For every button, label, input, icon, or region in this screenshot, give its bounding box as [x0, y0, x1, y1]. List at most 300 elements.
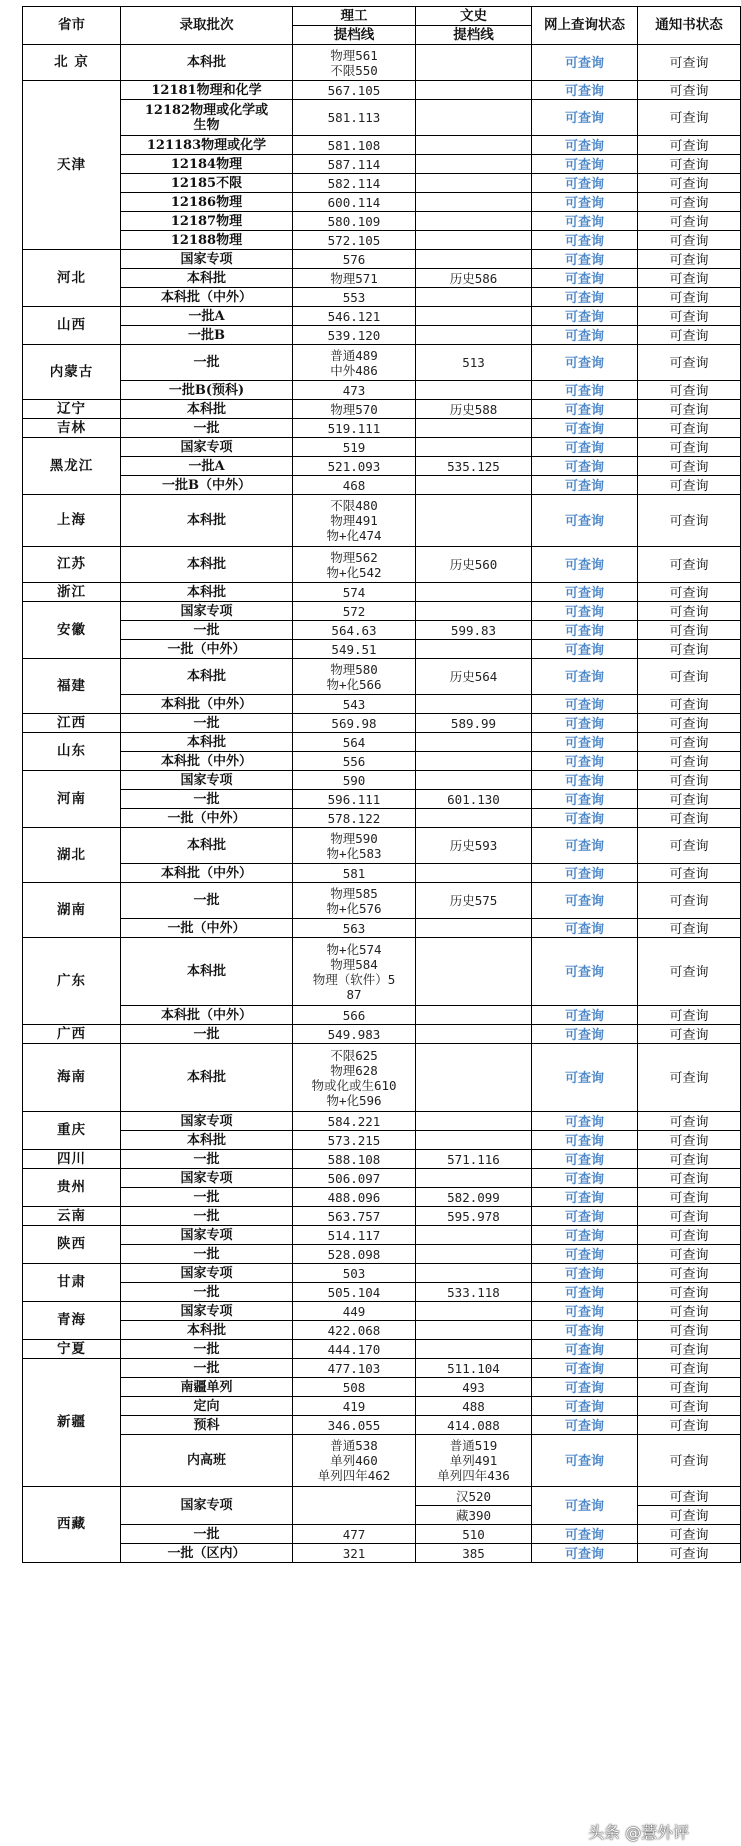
batch-cell: 一批: [121, 714, 293, 733]
batch-cell: 本科批: [121, 400, 293, 419]
science-score: 514.117: [293, 1226, 416, 1245]
table-row: [23, 419, 741, 438]
arts-score: [416, 174, 532, 193]
online-status-link[interactable]: 可查询: [532, 621, 638, 640]
arts-score: 414.088: [416, 1416, 532, 1435]
table-row: [23, 1525, 741, 1544]
arts-score: [416, 1302, 532, 1321]
online-status-link[interactable]: 可查询: [532, 457, 638, 476]
science-score: 563: [293, 919, 416, 938]
online-status-link[interactable]: 可查询: [532, 1044, 638, 1112]
province-cell: 甘肃: [23, 1264, 121, 1302]
science-score: [293, 1487, 416, 1525]
arts-score: [416, 1131, 532, 1150]
notice-status: 可查询: [638, 1226, 741, 1245]
province-cell: 广东: [23, 938, 121, 1025]
table-row: [23, 1112, 741, 1131]
science-score: 物理562 物+化542: [293, 547, 416, 583]
arts-score: [416, 864, 532, 883]
science-score: 572: [293, 602, 416, 621]
notice-status: 可查询: [638, 81, 741, 100]
notice-status: 可查询: [638, 547, 741, 583]
science-score: 600.114: [293, 193, 416, 212]
notice-status: 可查询: [638, 752, 741, 771]
notice-status: 可查询: [638, 1207, 741, 1226]
online-status-link[interactable]: 可查询: [532, 695, 638, 714]
arts-score: 511.104: [416, 1359, 532, 1378]
table-row: [23, 307, 741, 326]
notice-status: 可查询: [638, 640, 741, 659]
province-cell: 天津: [23, 81, 121, 250]
table-row: [23, 1544, 741, 1563]
arts-score: [416, 476, 532, 495]
online-status-link[interactable]: 可查询: [532, 771, 638, 790]
notice-status: 可查询: [638, 1525, 741, 1544]
batch-cell: 国家专项: [121, 438, 293, 457]
science-score: 578.122: [293, 809, 416, 828]
notice-status: 可查询: [638, 790, 741, 809]
science-score: 580.109: [293, 212, 416, 231]
online-status-link[interactable]: 可查询: [532, 1131, 638, 1150]
batch-cell: 国家专项: [121, 1264, 293, 1283]
science-score: 449: [293, 1302, 416, 1321]
notice-status: 可查询: [638, 938, 741, 1006]
notice-status: 可查询: [638, 809, 741, 828]
notice-status: 可查询: [638, 1487, 741, 1506]
batch-cell: 12184物理: [121, 155, 293, 174]
online-status-link[interactable]: 可查询: [532, 476, 638, 495]
online-status-link[interactable]: 可查询: [532, 1416, 638, 1435]
notice-status: 可查询: [638, 174, 741, 193]
arts-score: 藏390: [416, 1506, 532, 1525]
online-status-link[interactable]: 可查询: [532, 231, 638, 250]
online-status-link[interactable]: 可查询: [532, 419, 638, 438]
batch-cell: 国家专项: [121, 771, 293, 790]
arts-score: 历史564: [416, 659, 532, 695]
science-score: 468: [293, 476, 416, 495]
notice-status: 可查询: [638, 1397, 741, 1416]
table-row: [23, 45, 741, 81]
table-row: [23, 640, 741, 659]
online-status-link[interactable]: 可查询: [532, 1525, 638, 1544]
online-status-link[interactable]: 可查询: [532, 547, 638, 583]
table-row: [23, 155, 741, 174]
online-status-link[interactable]: 可查询: [532, 1226, 638, 1245]
batch-cell: 本科批: [121, 1131, 293, 1150]
arts-score: [416, 733, 532, 752]
notice-status: 可查询: [638, 136, 741, 155]
online-status-link[interactable]: 可查询: [532, 790, 638, 809]
notice-status: 可查询: [638, 714, 741, 733]
science-score: 物理590 物+化583: [293, 828, 416, 864]
province-cell: 湖北: [23, 828, 121, 883]
online-status-link[interactable]: 可查询: [532, 1283, 638, 1302]
arts-score: [416, 938, 532, 1006]
province-cell: 湖南: [23, 883, 121, 938]
online-status-link[interactable]: 可查询: [532, 752, 638, 771]
table-row: [23, 809, 741, 828]
batch-cell: 国家专项: [121, 1302, 293, 1321]
arts-score: 普通519 单列491 单列四年436: [416, 1435, 532, 1487]
header-arts: 文史: [416, 7, 532, 26]
online-status-link[interactable]: 可查询: [532, 1025, 638, 1044]
online-status-link[interactable]: 可查询: [532, 438, 638, 457]
arts-score: [416, 1112, 532, 1131]
science-score: 569.98: [293, 714, 416, 733]
notice-status: 可查询: [638, 1264, 741, 1283]
notice-status: 可查询: [638, 883, 741, 919]
notice-status: 可查询: [638, 476, 741, 495]
table-row: [23, 231, 741, 250]
batch-cell: 12188物理: [121, 231, 293, 250]
online-status-link[interactable]: 可查询: [532, 659, 638, 695]
table-row: [23, 212, 741, 231]
notice-status: 可查询: [638, 1150, 741, 1169]
arts-score: [416, 1025, 532, 1044]
notice-status: 可查询: [638, 419, 741, 438]
science-score: 505.104: [293, 1283, 416, 1302]
online-status-link[interactable]: 可查询: [532, 583, 638, 602]
online-status-link[interactable]: 可查询: [532, 938, 638, 1006]
table-row: [23, 457, 741, 476]
table-row: [23, 250, 741, 269]
province-cell: 浙江: [23, 583, 121, 602]
notice-status: 可查询: [638, 583, 741, 602]
table-row: [23, 136, 741, 155]
online-status-link[interactable]: 可查询: [532, 1006, 638, 1025]
online-status-link[interactable]: 可查询: [532, 1544, 638, 1563]
science-score: 477: [293, 1525, 416, 1544]
province-cell: 江西: [23, 714, 121, 733]
table-row: [23, 269, 741, 288]
arts-score: [416, 1264, 532, 1283]
batch-cell: 一批B: [121, 326, 293, 345]
batch-cell: 国家专项: [121, 1169, 293, 1188]
batch-cell: 一批: [121, 1283, 293, 1302]
table-row: [23, 1283, 741, 1302]
batch-cell: 12187物理: [121, 212, 293, 231]
notice-status: 可查询: [638, 1506, 741, 1525]
science-score: 572.105: [293, 231, 416, 250]
notice-status: 可查询: [638, 621, 741, 640]
science-score: 584.221: [293, 1112, 416, 1131]
online-status-link[interactable]: 可查询: [532, 400, 638, 419]
science-score: 581: [293, 864, 416, 883]
notice-status: 可查询: [638, 250, 741, 269]
science-score: 528.098: [293, 1245, 416, 1264]
science-score: 582.114: [293, 174, 416, 193]
batch-cell: 本科批: [121, 733, 293, 752]
header-science-sub: 提档线: [293, 26, 416, 45]
notice-status: 可查询: [638, 1112, 741, 1131]
batch-cell: 预科: [121, 1416, 293, 1435]
header-batch: 录取批次: [121, 7, 293, 45]
notice-status: 可查询: [638, 193, 741, 212]
science-score: 588.108: [293, 1150, 416, 1169]
table-row: [23, 714, 741, 733]
science-score: 596.111: [293, 790, 416, 809]
online-status-link[interactable]: 可查询: [532, 1378, 638, 1397]
batch-cell: 一批（中外）: [121, 640, 293, 659]
table-row: [23, 100, 741, 136]
online-status-link[interactable]: 可查询: [532, 155, 638, 174]
arts-score: [416, 771, 532, 790]
arts-score: [416, 602, 532, 621]
table-row: [23, 1226, 741, 1245]
batch-cell: 121183物理或化学: [121, 136, 293, 155]
arts-score: [416, 1340, 532, 1359]
batch-cell: 一批: [121, 883, 293, 919]
online-status-link[interactable]: 可查询: [532, 1487, 638, 1525]
batch-cell: 一批（中外）: [121, 809, 293, 828]
arts-score: 535.125: [416, 457, 532, 476]
arts-score: [416, 583, 532, 602]
table-row: [23, 1006, 741, 1025]
arts-score: 510: [416, 1525, 532, 1544]
notice-status: 可查询: [638, 828, 741, 864]
province-cell: 安徽: [23, 602, 121, 659]
table-row: [23, 1207, 741, 1226]
science-score: 物理570: [293, 400, 416, 419]
online-status-link[interactable]: 可查询: [532, 269, 638, 288]
table-row: [23, 193, 741, 212]
table-row: [23, 1188, 741, 1207]
online-status-link[interactable]: 可查询: [532, 1302, 638, 1321]
province-cell: 福建: [23, 659, 121, 714]
arts-score: 汉520: [416, 1487, 532, 1506]
arts-score: [416, 231, 532, 250]
batch-cell: 本科批: [121, 45, 293, 81]
arts-score: 599.83: [416, 621, 532, 640]
province-cell: 广西: [23, 1025, 121, 1044]
notice-status: 可查询: [638, 212, 741, 231]
arts-score: [416, 136, 532, 155]
arts-score: [416, 809, 532, 828]
batch-cell: 一批: [121, 1025, 293, 1044]
batch-cell: 本科批（中外）: [121, 1006, 293, 1025]
arts-score: [416, 155, 532, 174]
online-status-link[interactable]: 可查询: [532, 345, 638, 381]
science-score: 物理580 物+化566: [293, 659, 416, 695]
arts-score: 历史575: [416, 883, 532, 919]
batch-cell: 一批B（中外）: [121, 476, 293, 495]
province-cell: 重庆: [23, 1112, 121, 1150]
table-row: [23, 1044, 741, 1112]
table-row: [23, 752, 741, 771]
notice-status: 可查询: [638, 1435, 741, 1487]
science-score: 不限625 物理628 物或化或生610 物+化596: [293, 1044, 416, 1112]
online-status-link[interactable]: 可查询: [532, 1435, 638, 1487]
header-province: 省市: [23, 7, 121, 45]
online-status-link[interactable]: 可查询: [532, 193, 638, 212]
online-status-link[interactable]: 可查询: [532, 640, 638, 659]
notice-status: 可查询: [638, 771, 741, 790]
arts-score: 493: [416, 1378, 532, 1397]
science-score: 不限480 物理491 物+化474: [293, 495, 416, 547]
science-score: 549.983: [293, 1025, 416, 1044]
science-score: 477.103: [293, 1359, 416, 1378]
province-cell: 黑龙江: [23, 438, 121, 495]
online-status-link[interactable]: 可查询: [532, 1188, 638, 1207]
science-score: 422.068: [293, 1321, 416, 1340]
batch-cell: 一批: [121, 1525, 293, 1544]
science-score: 519: [293, 438, 416, 457]
science-score: 普通538 单列460 单列四年462: [293, 1435, 416, 1487]
online-status-link[interactable]: 可查询: [532, 307, 638, 326]
table-row: [23, 883, 741, 919]
science-score: 587.114: [293, 155, 416, 174]
batch-cell: 一批: [121, 790, 293, 809]
online-status-link[interactable]: 可查询: [532, 1245, 638, 1264]
province-cell: 海南: [23, 1044, 121, 1112]
batch-cell: 一批A: [121, 457, 293, 476]
table-row: [23, 621, 741, 640]
notice-status: 可查询: [638, 400, 741, 419]
online-status-link[interactable]: 可查询: [532, 136, 638, 155]
batch-cell: 一批: [121, 1150, 293, 1169]
online-status-link[interactable]: 可查询: [532, 733, 638, 752]
online-status-link[interactable]: 可查询: [532, 1397, 638, 1416]
online-status-link[interactable]: 可查询: [532, 1112, 638, 1131]
science-score: 566: [293, 1006, 416, 1025]
notice-status: 可查询: [638, 1245, 741, 1264]
science-score: 普通489 中外486: [293, 345, 416, 381]
online-status-link[interactable]: 可查询: [532, 828, 638, 864]
science-score: 546.121: [293, 307, 416, 326]
province-cell: 新疆: [23, 1359, 121, 1487]
science-score: 567.105: [293, 81, 416, 100]
batch-cell: 一批: [121, 1188, 293, 1207]
arts-score: [416, 100, 532, 136]
online-status-link[interactable]: 可查询: [532, 381, 638, 400]
online-status-link[interactable]: 可查询: [532, 1340, 638, 1359]
science-score: 488.096: [293, 1188, 416, 1207]
online-status-link[interactable]: 可查询: [532, 864, 638, 883]
batch-cell: 12181物理和化学: [121, 81, 293, 100]
notice-status: 可查询: [638, 1378, 741, 1397]
science-score: 564.63: [293, 621, 416, 640]
table-row: [23, 438, 741, 457]
notice-status: 可查询: [638, 1359, 741, 1378]
online-status-link[interactable]: 可查询: [532, 1321, 638, 1340]
province-cell: 青海: [23, 1302, 121, 1340]
online-status-link[interactable]: 可查询: [532, 212, 638, 231]
header-science: 理工: [293, 7, 416, 26]
arts-score: [416, 193, 532, 212]
arts-score: [416, 752, 532, 771]
batch-cell: 一批: [121, 419, 293, 438]
header-online-status: 网上查询状态: [532, 7, 638, 45]
province-cell: 云南: [23, 1207, 121, 1226]
science-score: 521.093: [293, 457, 416, 476]
table-row: [23, 771, 741, 790]
online-status-link[interactable]: 可查询: [532, 919, 638, 938]
batch-cell: 南疆单列: [121, 1378, 293, 1397]
notice-status: 可查询: [638, 1302, 741, 1321]
online-status-link[interactable]: 可查询: [532, 1150, 638, 1169]
province-cell: 陕西: [23, 1226, 121, 1264]
arts-score: [416, 1044, 532, 1112]
province-cell: 内蒙古: [23, 345, 121, 400]
notice-status: 可查询: [638, 45, 741, 81]
science-score: 553: [293, 288, 416, 307]
online-status-link[interactable]: 可查询: [532, 45, 638, 81]
science-score: 581.108: [293, 136, 416, 155]
online-status-link[interactable]: 可查询: [532, 1207, 638, 1226]
province-cell: 宁夏: [23, 1340, 121, 1359]
arts-score: 488: [416, 1397, 532, 1416]
arts-score: [416, 640, 532, 659]
header-arts-sub: 提档线: [416, 26, 532, 45]
online-status-link[interactable]: 可查询: [532, 326, 638, 345]
online-status-link[interactable]: 可查询: [532, 809, 638, 828]
batch-cell: 一批（区内）: [121, 1544, 293, 1563]
online-status-link[interactable]: 可查询: [532, 714, 638, 733]
notice-status: 可查询: [638, 1044, 741, 1112]
online-status-link[interactable]: 可查询: [532, 1359, 638, 1378]
online-status-link[interactable]: 可查询: [532, 174, 638, 193]
science-score: 563.757: [293, 1207, 416, 1226]
notice-status: 可查询: [638, 1188, 741, 1207]
batch-cell: 12186物理: [121, 193, 293, 212]
arts-score: [416, 326, 532, 345]
province-cell: 江苏: [23, 547, 121, 583]
batch-cell: 本科批（中外）: [121, 752, 293, 771]
online-status-link[interactable]: 可查询: [532, 250, 638, 269]
province-cell: 上海: [23, 495, 121, 547]
online-status-link[interactable]: 可查询: [532, 288, 638, 307]
science-score: 346.055: [293, 1416, 416, 1435]
online-status-link[interactable]: 可查询: [532, 883, 638, 919]
online-status-link[interactable]: 可查询: [532, 495, 638, 547]
notice-status: 可查询: [638, 155, 741, 174]
province-cell: 四川: [23, 1150, 121, 1169]
notice-status: 可查询: [638, 602, 741, 621]
table-row: [23, 1397, 741, 1416]
online-status-link[interactable]: 可查询: [532, 1264, 638, 1283]
batch-cell: 内高班: [121, 1435, 293, 1487]
science-score: 576: [293, 250, 416, 269]
province-cell: 河南: [23, 771, 121, 828]
batch-cell: 本科批（中外）: [121, 695, 293, 714]
arts-score: 571.116: [416, 1150, 532, 1169]
online-status-link[interactable]: 可查询: [532, 1169, 638, 1188]
online-status-link[interactable]: 可查询: [532, 100, 638, 136]
table-row: [23, 400, 741, 419]
table-row: [23, 174, 741, 193]
batch-cell: 本科批: [121, 269, 293, 288]
notice-status: 可查询: [638, 1321, 741, 1340]
online-status-link[interactable]: 可查询: [532, 81, 638, 100]
table-row: [23, 1150, 741, 1169]
science-score: 419: [293, 1397, 416, 1416]
province-cell: 山东: [23, 733, 121, 771]
online-status-link[interactable]: 可查询: [532, 602, 638, 621]
notice-status: 可查询: [638, 457, 741, 476]
table-row: [23, 1435, 741, 1487]
batch-cell: 一批: [121, 1340, 293, 1359]
batch-cell: 本科批（中外）: [121, 864, 293, 883]
arts-score: [416, 1006, 532, 1025]
batch-cell: 12185不限: [121, 174, 293, 193]
table-row: [23, 828, 741, 864]
table-row: [23, 547, 741, 583]
batch-cell: 国家专项: [121, 1487, 293, 1525]
table-row: [23, 695, 741, 714]
table-row: [23, 1169, 741, 1188]
batch-cell: 本科批: [121, 583, 293, 602]
batch-cell: 一批（中外）: [121, 919, 293, 938]
